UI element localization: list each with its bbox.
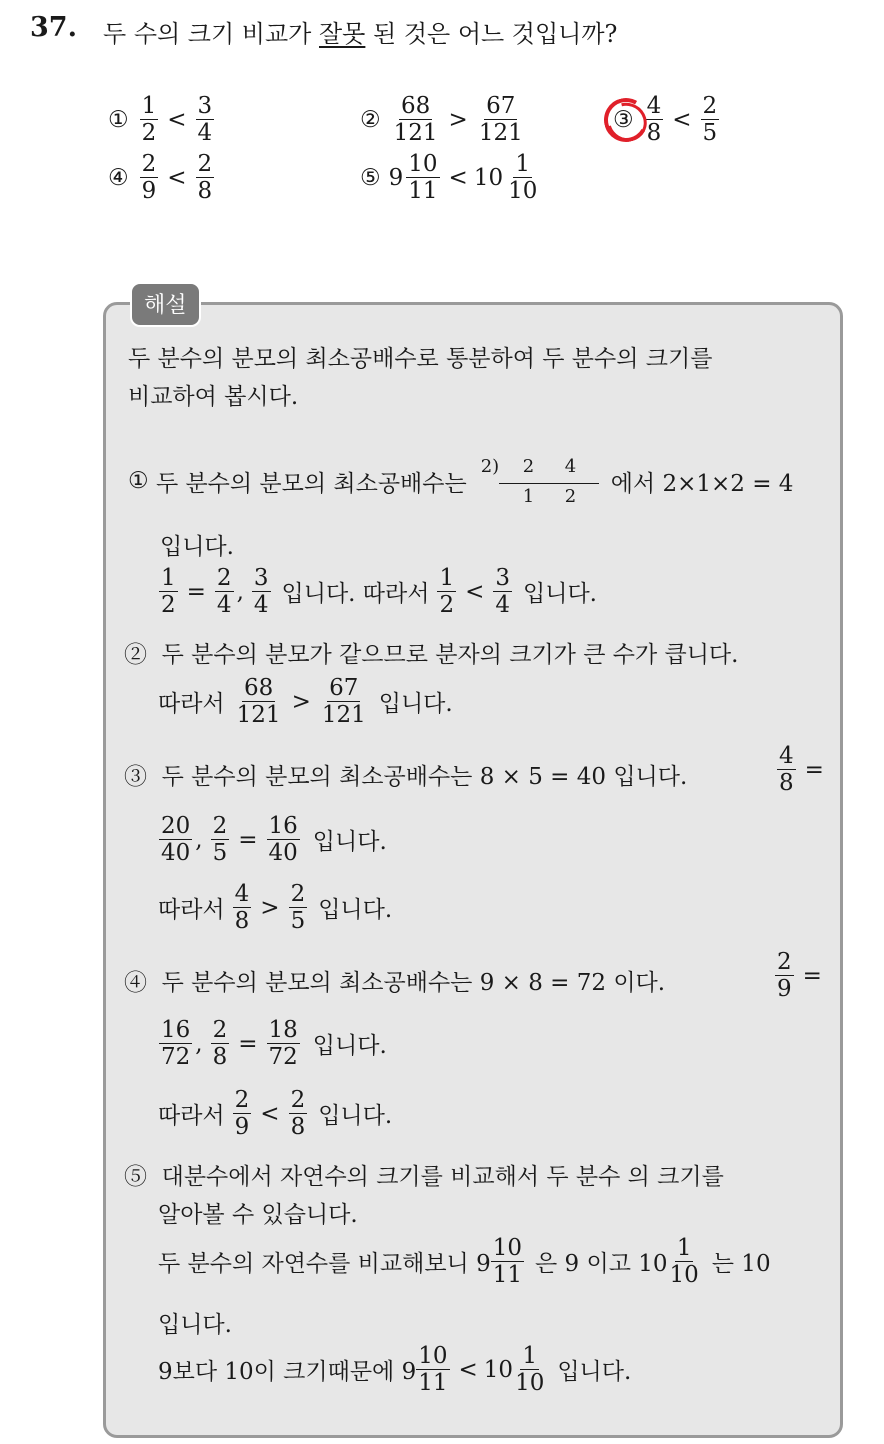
- step-4-line: ④ 두 분수의 분모의 최소공배수는 9 × 8 = 72 이다.: [124, 970, 666, 996]
- step-5-line-1: ⑤ 대분수에서 자연수의 크기를 비교해서 두 분수 의 크기를: [124, 1164, 724, 1190]
- choice-2[interactable]: ② $\frac{68}{121}$ > $\frac{67}{121}$: [360, 93, 523, 147]
- choice-1[interactable]: ① $\frac{1}{2}$ < $\frac{3}{4}$: [108, 93, 213, 147]
- step-5-line-2: 알아볼 수 있습니다.: [158, 1202, 358, 1228]
- explanation-tag: 해설: [130, 282, 201, 327]
- step-3-lead-frac: $\frac{4}{8}$ =: [779, 743, 824, 797]
- division-ladder: 2) 2 4 1 2: [481, 456, 601, 506]
- question-number: 37.: [30, 12, 77, 43]
- underlined-word: 잘못: [319, 20, 366, 48]
- choice-4[interactable]: ④ $\frac{2}{9}$ < $\frac{2}{8}$: [108, 151, 213, 205]
- step-1-eq: $\frac{1}{2}$ = $\frac{2}{4}$ , $\frac{3}{4}$ 입니다. 따라서 $\frac{1}{2}$ < $\frac{3}{4}$ 입니다.: [161, 565, 597, 619]
- step-2-line: ② 두 분수의 분모가 같으므로 분자의 크기가 큰 수가 큽니다.: [124, 642, 739, 668]
- step-5-line-3: 두 분수의 자연수를 비교해보니 9 $\frac{10}{11}$ 은 9 이고 10 $\frac{1}{10}$ 는 10: [158, 1235, 771, 1289]
- step-4-lead-frac: $\frac{2}{9}$ =: [777, 949, 822, 1003]
- intro-line-1: 두 분수의 분모의 최소공배수로 통분하여 두 분수의 크기를: [128, 346, 713, 372]
- step-3-eq: $\frac{20}{40}$ , $\frac{2}{5}$ = $\frac{16}{40}$ 입니다.: [161, 813, 387, 867]
- step-4-so: 따라서 $\frac{2}{9}$ < $\frac{2}{8}$ 입니다.: [158, 1087, 393, 1141]
- step-1-cont: 입니다.: [160, 534, 234, 560]
- step-3-so: 따라서 $\frac{4}{8}$ > $\frac{2}{5}$ 입니다.: [158, 881, 393, 935]
- step-2-so: 따라서 $\frac{68}{121}$ > $\frac{67}{121}$ 입니다.: [158, 675, 453, 729]
- question-text: 두 수의 크기 비교가 잘못 된 것은 어느 것입니까?: [103, 20, 618, 48]
- intro-line-2: 비교하여 봅시다.: [128, 384, 299, 410]
- step-5-line-4: 입니다.: [158, 1312, 232, 1338]
- choice-3[interactable]: ③ $\frac{4}{8}$ < $\frac{2}{5}$: [613, 93, 718, 147]
- step-5-line-5: 9보다 10이 크기때문에 9 $\frac{10}{11}$ < 10 $\frac{1}{10}$ 입니다.: [158, 1343, 632, 1397]
- step-4-eq: $\frac{16}{72}$ , $\frac{2}{8}$ = $\frac{18}{72}$ 입니다.: [161, 1017, 387, 1071]
- step-3-line: ③ 두 분수의 분모의 최소공배수는 8 × 5 = 40 입니다.: [124, 764, 688, 790]
- step-1-line: ① 두 분수의 분모의 최소공배수는 2) 2 4 1 2 에서 2×1×2 = 4: [128, 456, 794, 507]
- choice-5[interactable]: ⑤ 9 $\frac{10}{11}$ < 10 $\frac{1}{10}$: [360, 151, 538, 205]
